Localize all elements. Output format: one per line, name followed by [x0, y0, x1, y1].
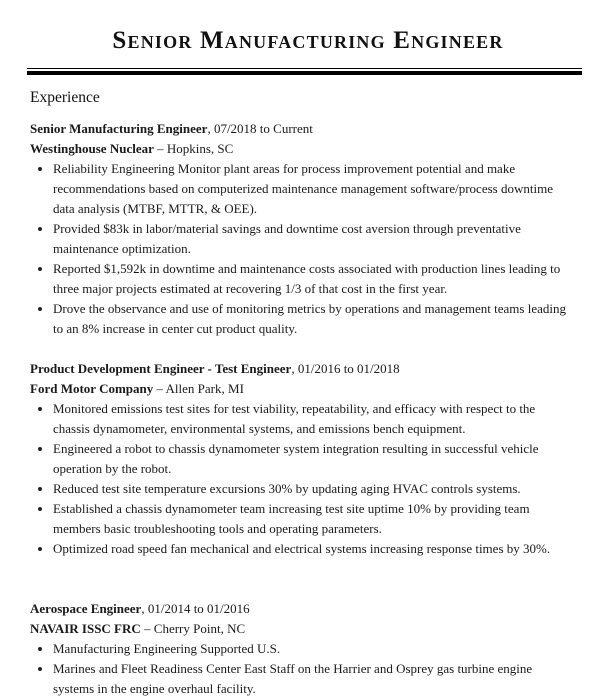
bullet-text: Drove the observance and use of monitoring metrics by operations and management teams leading to an 8% increase in center cut product quality.: [53, 301, 566, 336]
bullet-icon: [38, 407, 42, 411]
bullet-item: [30, 219, 575, 259]
bullet-item: [30, 479, 575, 499]
job-title: Product Development Engineer - Test Engineer: [30, 361, 292, 376]
bullet-icon: [38, 167, 42, 171]
company-location: – Cherry Point, NC: [140, 621, 246, 636]
bullet-text: Manufacturing Engineering Supported U.S.: [53, 641, 281, 656]
company-line: [30, 379, 590, 399]
bullet-icon: [38, 647, 42, 651]
bullet-icon: [38, 507, 42, 511]
bullet-text: Reduced test site temperature excursions 30% by updating aging HVAC controls systems.: [53, 481, 521, 496]
resume-title: Senior Manufacturing Engineer: [112, 27, 504, 54]
company-location: – Allen Park, MI: [153, 381, 244, 396]
company-location: – Hopkins, SC: [153, 141, 234, 156]
bullet-icon: [38, 227, 42, 231]
job-entry: [30, 119, 590, 339]
bullet-text: Monitored emissions test sites for test viability, repeatability, and efficacy with respect to the chassis dynamometer, environmental systems, and emissions bench equipment.: [53, 401, 536, 436]
bullet-text: Marines and Fleet Readiness Center East Staff on the Harrier and Osprey gas turbine engine systems in the engine overhaul facility.: [53, 661, 533, 696]
bullet-icon: [38, 547, 42, 551]
bullet-item: [30, 439, 575, 479]
bullet-text: Reported $1,592k in downtime and maintenance costs associated with production lines leading to three major projects estimated at recovering 1/3 of that cost in the first year.: [53, 261, 561, 296]
job-bullets: [30, 159, 590, 339]
bullet-text: Engineered a robot to chassis dynamometer system integration resulting in successful vehicle operation by the robot.: [53, 441, 539, 476]
job-dates: , 07/2018 to Current: [207, 121, 313, 136]
job-title: Aerospace Engineer: [30, 601, 142, 616]
bullet-item: [30, 259, 575, 299]
bullet-text: Optimized road speed fan mechanical and electrical systems increasing response times by 30%.: [53, 541, 551, 556]
bullet-icon: [38, 447, 42, 451]
company-line: [30, 619, 590, 639]
company-name: Ford Motor Company: [30, 381, 154, 396]
job-entry: [30, 599, 590, 699]
bullet-item: [30, 659, 575, 699]
bullet-text: Reliability Engineering Monitor plant areas for process improvement potential and make recommendations based on computerized maintenance management software/process downtime data analysis (MTBF, MTTR, & OEE).: [53, 161, 553, 216]
job-bullets: [30, 399, 590, 559]
bullet-icon: [38, 267, 42, 271]
header-divider-thin: [27, 68, 582, 69]
job-dates: , 01/2014 to 01/2016: [141, 601, 250, 616]
bullet-text: Established a chassis dynamometer team increasing test site uptime 10% by providing team members basic troubleshooting tools and operating parameters.: [53, 501, 530, 536]
job-bullets: [30, 639, 590, 699]
bullet-item: [30, 639, 575, 659]
bullet-item: [30, 299, 575, 339]
company-line: [30, 139, 590, 159]
job-dates: , 01/2016 to 01/2018: [291, 361, 400, 376]
bullet-item: [30, 159, 575, 219]
bullet-text: Provided $83k in labor/material savings and downtime cost aversion through preventative maintenance optimization.: [53, 221, 521, 256]
bullet-item: [30, 539, 575, 559]
bullet-item: [30, 399, 575, 439]
bullet-icon: [38, 487, 42, 491]
company-name: Westinghouse Nuclear: [30, 141, 154, 156]
job-title-line: [30, 599, 590, 619]
job-title-line: [30, 119, 590, 139]
bullet-item: [30, 499, 575, 539]
job-title: Senior Manufacturing Engineer: [30, 121, 208, 136]
bullet-icon: [38, 307, 42, 311]
header-divider-thick: [27, 71, 582, 75]
experience-heading: Experience: [30, 89, 100, 106]
company-name: NAVAIR ISSC FRC: [30, 621, 141, 636]
bullet-icon: [38, 667, 42, 671]
job-entry: [30, 359, 590, 559]
job-title-line: [30, 359, 590, 379]
